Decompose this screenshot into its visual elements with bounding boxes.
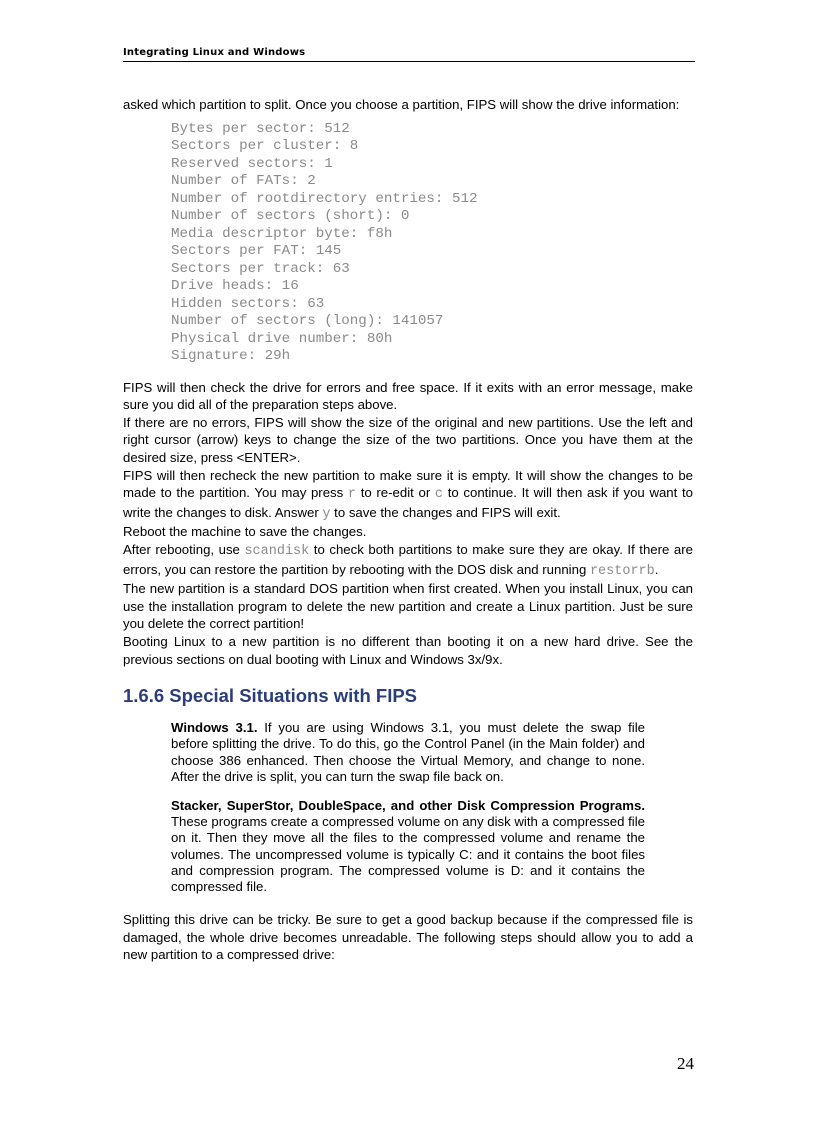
- text-run: to continue. It will then ask if you want to write the changes to disk. Answer: [123, 485, 693, 520]
- paragraph-booting-linux: Booting Linux to a new partition is no different than booting it on a new hard drive. See the previous sections on dual booting with Linux and Windows 3x/9x.: [123, 633, 693, 667]
- paragraph-recheck: [123, 467, 693, 524]
- windows-31-label: Windows 3.1.: [171, 720, 258, 736]
- closing-paragraph: Splitting this drive can be tricky. Be sure to get a good backup because if the compressed file is damaged, the whole drive becomes unreadable. The following steps should allow you to add a new partition to a compressed drive:: [123, 912, 693, 963]
- text-run: to check both partitions to make sure they are okay. If there are errors, you can restore the partition by rebooting with the DOS disk and running: [123, 541, 693, 577]
- special-situations-list: [171, 720, 645, 895]
- key-r-code: r: [347, 487, 357, 503]
- drive-info-code-block: [171, 121, 693, 366]
- paragraph-partition-size: If there are no errors, FIPS will show the size of the original and new partitions. Use the left and right cursor (arrow) keys to change the size of the two partitions. Once you have them at the desired size, press <ENTER>.: [123, 414, 693, 465]
- drive-info-line: Number of sectors (long): 141057: [171, 313, 444, 330]
- intro-paragraph: asked which partition to split. Once you choose a partition, FIPS will show the drive information:: [123, 97, 680, 112]
- drive-info-line: Number of rootdirectory entries: 512: [171, 190, 478, 207]
- page-body: [123, 96, 693, 964]
- text-run: to re-edit or: [356, 485, 435, 501]
- drive-info-line: Number of FATs: 2: [171, 173, 316, 190]
- paragraph-dos-partition: The new partition is a standard DOS partition when first created. When you install Linux, you can use the installation program to delete the new partition and create a Linux partition. Just be sure you delete the correct partition!: [123, 581, 693, 632]
- text-run: FIPS will then recheck the new partition to make sure it is empty. It will show the changes to be made to the partition. You may press: [123, 467, 693, 501]
- disk-compression-paragraph: [171, 798, 645, 895]
- scandisk-code: scandisk: [244, 543, 310, 559]
- paragraph-after-reboot: [123, 541, 693, 580]
- text-run: to save the changes and FIPS will exit.: [330, 504, 561, 520]
- key-y-code: y: [322, 506, 331, 522]
- paragraph-reboot: Reboot the machine to save the changes.: [123, 524, 367, 540]
- text-run: .: [654, 561, 659, 577]
- drive-info-line: Physical drive number: 80h: [171, 330, 393, 347]
- drive-info-line: Bytes per sector: 512: [171, 120, 350, 137]
- drive-info-line: Media descriptor byte: f8h: [171, 225, 393, 242]
- paragraph-check-errors: FIPS will then check the drive for errors and free space. If it exits with an error message, make sure you did all of the preparation steps above.: [123, 379, 693, 413]
- section-heading: 1.6.6 Special Situations with FIPS: [123, 685, 418, 707]
- drive-info-line: Reserved sectors: 1: [171, 155, 333, 172]
- drive-info-line: Number of sectors (short): 0: [171, 208, 410, 225]
- drive-info-line: Sectors per cluster: 8: [171, 138, 359, 155]
- key-c-code: c: [434, 487, 444, 503]
- disk-compression-label: Stacker, SuperStor, DoubleSpace, and other Disk Compression Programs.: [171, 797, 645, 813]
- drive-info-line: Signature: 29h: [171, 348, 291, 365]
- restorrb-code: restorrb: [589, 563, 655, 579]
- disk-compression-text: These programs create a compressed volume on any disk with a compressed file on it. Then they move all the files to the compressed volume and rename the volumes. The uncompressed volume is typically C: and it contains the boot files and compression program. The compressed volume is D: and it contains the compressed file.: [171, 814, 645, 894]
- text-run: After rebooting, use: [123, 541, 245, 557]
- windows-31-paragraph: [171, 720, 645, 785]
- windows-31-text: If you are using Windows 3.1, you must delete the swap file before splitting the drive. To do this, go the Control Panel (in the Main folder) and choose 386 enhanced. Then choose the Virtual Memory, and change to none. After the drive is split, you can turn the swap file back on.: [171, 720, 645, 784]
- drive-info-line: Sectors per FAT: 145: [171, 243, 342, 260]
- drive-info-line: Hidden sectors: 63: [171, 295, 325, 312]
- drive-info-line: Drive heads: 16: [171, 278, 299, 295]
- page-number: 24: [677, 1054, 694, 1073]
- drive-info-line: Sectors per track: 63: [171, 260, 350, 277]
- running-header: Integrating Linux and Windows: [123, 47, 695, 62]
